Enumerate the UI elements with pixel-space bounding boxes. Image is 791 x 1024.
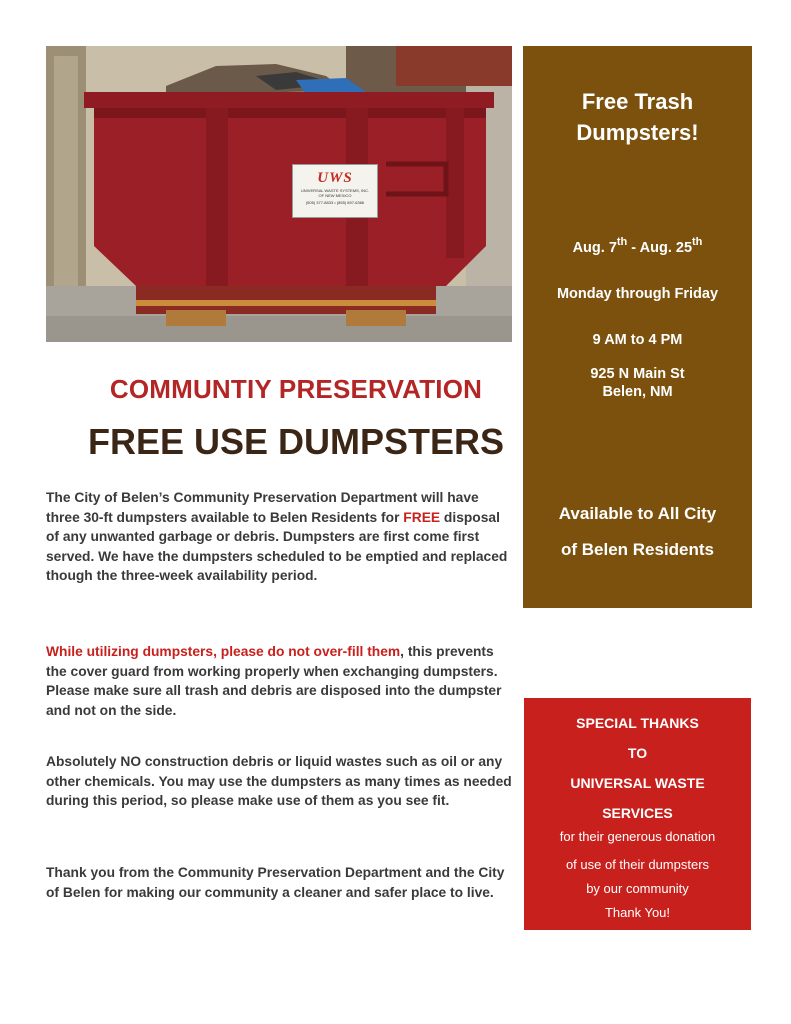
date-end-suffix: th bbox=[692, 236, 703, 249]
uws-logo: UWS bbox=[317, 170, 353, 186]
panel-title-line-2: Dumpsters! bbox=[576, 120, 699, 145]
uws-company-state: OF NEW MEXICO bbox=[318, 193, 352, 198]
availability-note bbox=[523, 496, 752, 568]
dumpster-photo bbox=[46, 46, 512, 342]
event-hours: 9 AM to 4 PM bbox=[592, 332, 683, 348]
date-start-suffix: th bbox=[616, 236, 628, 249]
thanks-text-line-3: by our community bbox=[586, 881, 689, 896]
date-separator: - bbox=[627, 240, 640, 256]
address-street: 925 N Main St bbox=[590, 366, 685, 382]
paragraph-overfill-warning bbox=[46, 642, 514, 720]
heading-free-use-dumpsters: FREE USE DUMPSTERS bbox=[87, 421, 505, 462]
thanks-to: TO bbox=[627, 745, 648, 761]
thanks-company-line-2: SERVICES bbox=[602, 805, 673, 821]
event-dates bbox=[523, 238, 752, 258]
heading-community-preservation: COMMUNTIY PRESERVATION bbox=[109, 374, 483, 404]
availability-line-1: Available to All City bbox=[558, 504, 717, 523]
thanks-company-line-1: UNIVERSAL WASTE bbox=[570, 775, 705, 791]
uws-company-sign bbox=[292, 164, 378, 218]
date-end: Aug. 25 bbox=[639, 240, 693, 256]
intro-text-b: disposal of any unwanted garbage or debris. Dumpsters are first come first served. We have the dumpsters scheduled to be emptied and replaced though the three-week availability period. bbox=[46, 509, 508, 584]
intro-free-emphasis: FREE bbox=[403, 509, 441, 525]
paragraph-restrictions: Absolutely NO construction debris or liquid wastes such as oil or any other chemicals. You may use the dumpsters as many times as needed during this period, so please make use of them as you see fit. bbox=[46, 754, 512, 809]
panel-title bbox=[523, 86, 752, 148]
thanks-closing: Thank You! bbox=[604, 905, 671, 920]
intro-text-a: The City of Belen’s Community Preservation Department will have three 30-ft dumpsters available to Belen Residents for bbox=[46, 490, 479, 525]
date-start: Aug. 7 bbox=[572, 240, 617, 256]
uws-phone-numbers: (505) 377-8833 • (855) 897-6366 bbox=[305, 200, 365, 205]
event-details-panel bbox=[523, 46, 752, 608]
dumpster-illustration bbox=[46, 46, 512, 342]
paragraph-thank-you: Thank you from the Community Preservation Department and the City of Belen for making our community a cleaner and safer place to live. bbox=[46, 865, 505, 900]
special-thanks-panel bbox=[524, 698, 751, 930]
overfill-warning-text: , this prevents the cover guard from working properly when exchanging dumpsters. Please make sure all trash and debris are disposed into the dumpster and not on the side. bbox=[46, 644, 502, 718]
thanks-text-line-1: for their generous donation bbox=[559, 829, 716, 844]
overfill-warning-emphasis: While utilizing dumpsters, please do not over-fill them bbox=[46, 644, 401, 659]
availability-line-2: of Belen Residents bbox=[560, 540, 715, 559]
panel-title-line-1: Free Trash bbox=[581, 89, 694, 114]
thanks-heading: SPECIAL THANKS bbox=[576, 715, 699, 731]
thanks-text-line-2: of use of their dumpsters bbox=[565, 857, 710, 872]
event-days: Monday through Friday bbox=[556, 286, 719, 302]
address-city: Belen, NM bbox=[602, 384, 673, 400]
uws-company-name: UNIVERSAL WASTE SYSTEMS, INC. bbox=[300, 188, 370, 193]
paragraph-intro bbox=[46, 488, 514, 586]
